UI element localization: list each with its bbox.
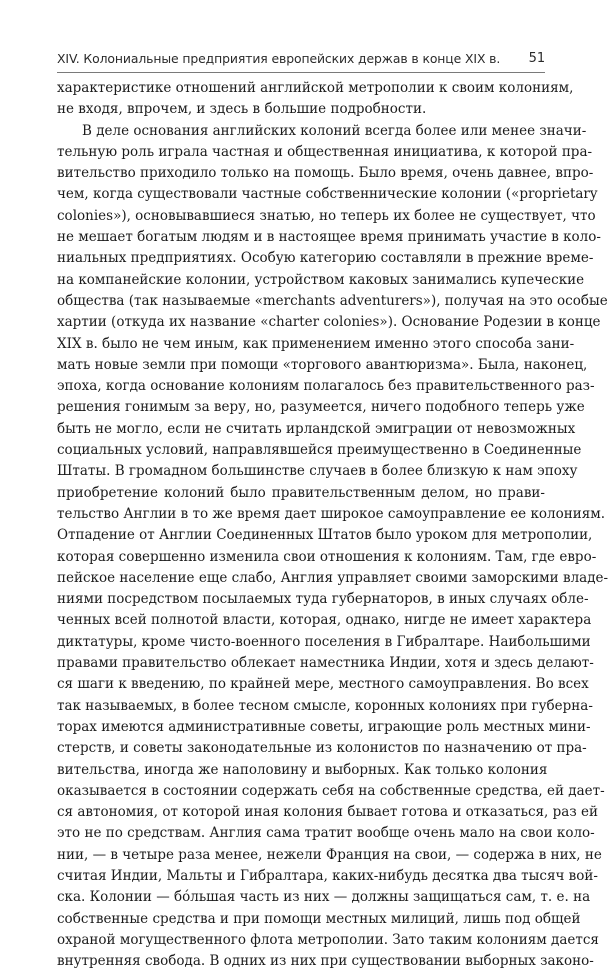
- text-line: приобретение колоний было правительственным делом, но прави-: [57, 484, 545, 501]
- text-line: ска. Колонии — бóльшая часть из них — должны защищаться сам, т. е. на: [57, 889, 591, 906]
- text-line: вительства, иногда же наполовину и выборных. Как только колония: [57, 761, 548, 778]
- text-line: ниальных предприятиях. Особую категорию составляли в прежние време-: [57, 250, 594, 267]
- text-line: colonies»), основывавшиеся знатью, но теперь их более не существует, что: [57, 207, 596, 224]
- text-line: диктатуры, кроме чисто-военного поселения в Гибралтаре. Наибольшими: [57, 633, 591, 650]
- page-number: 51: [528, 51, 545, 66]
- text-line: нии, — в четыре раза менее, нежели Франция на свои, — содержа в них, не: [57, 846, 602, 863]
- text-line: тельную роль играла частная и общественная инициатива, к которой пра-: [57, 143, 593, 160]
- text-line: быть не могло, если не считать ирландской эмиграции от невозможных: [57, 420, 576, 437]
- text-line: тельство Англии в то же время дает широкое самоуправление ее колониям.: [57, 505, 606, 522]
- body-text: [57, 78, 608, 972]
- text-line: так называемых, в более тесном смысле, коронных колониях при губерна-: [57, 697, 593, 714]
- text-line: торах имеются административные советы, играющие роль местных мини-: [57, 718, 591, 735]
- text-line: вительство приходило только на помощь. Было время, очень давнее, впро-: [57, 165, 594, 182]
- text-line: социальных условий, направлявшейся преимущественно в Соединенные: [57, 442, 582, 459]
- text-line: стерств, и советы законодательные из колонистов по назначению от пра-: [57, 740, 587, 757]
- text-line: на компанейские колонии, устройством каковых занимались купеческие: [57, 271, 585, 288]
- text-line: пейское население еще слабо, Англия управляет своими заморскими владе-: [57, 569, 608, 586]
- text-line: собственные средства и при помощи местных милиций, лишь под общей: [57, 910, 581, 927]
- text-line: чем, когда существовали частные собственнические колонии («proprietary: [57, 186, 598, 203]
- text-line: В деле основания английских колоний всегда более или менее значи-: [82, 122, 587, 139]
- text-line: правами правительство облекает наместника Индии, хотя и здесь делают-: [57, 655, 594, 672]
- text-line: не мешает богатым людям и в настоящее время принимать участие в коло-: [57, 229, 601, 246]
- text-line: ся шаги к введению, по крайней мере, местного самоуправления. Во всех: [57, 676, 589, 693]
- text-line: Отпадение от Англии Соединенных Штатов было уроком для метрополии,: [57, 527, 593, 544]
- text-line: XIX в. было не чем иным, как применением именно этого способа зани-: [57, 335, 575, 352]
- text-line: общества (так называемые «merchants adventurers»), получая на это особые: [57, 292, 608, 309]
- running-head: [57, 51, 545, 71]
- text-line: мать новые земли при помощи «торгового авантюризма». Была, наконец,: [57, 356, 588, 373]
- text-line: которая совершенно изменила свои отношения к колониям. Там, где евро-: [57, 548, 597, 565]
- text-line: не входя, впрочем, и здесь в большие подробности.: [57, 101, 427, 118]
- chapter-title: XIV. Колониальные предприятия европейских держав в конце XIX в.: [57, 51, 501, 66]
- text-line: оказывается в состоянии содержать себя на собственные средства, ей дает-: [57, 782, 605, 799]
- text-line: характеристике отношений английской метрополии к своим колониям,: [57, 80, 574, 96]
- header-rule: [57, 72, 545, 73]
- text-line: охраной могущественного флота метрополии. Зато таким колониям дается: [57, 931, 599, 948]
- text-line: эпоха, когда основание колониям полагалось без правительственного раз-: [57, 378, 595, 395]
- text-line: Штаты. В громадном большинстве случаев в более близкую к нам эпоху: [57, 463, 578, 480]
- text-line: внутренняя свобода. В одних из них при существовании выборных законо-: [57, 953, 594, 970]
- text-line: ся автономия, от которой иная колония бывает готова и отказаться, раз ей: [57, 804, 598, 821]
- text-line: ченных всей полнотой власти, которая, однако, нигде не имеет характера: [57, 612, 592, 629]
- text-line: считая Индии, Мальты и Гибралтара, каких-нибудь десятка два тысяч вой-: [57, 867, 598, 884]
- text-line: это не по средствам. Англия сама тратит вообще очень мало на свои коло-: [57, 825, 595, 842]
- text-line: хартии (откуда их название «charter colonies»). Основание Родезии в конце: [57, 314, 601, 331]
- text-line: ниями посредством посылаемых туда губернаторов, в иных случаях обле-: [57, 591, 589, 608]
- text-line: решения гонимым за веру, но, разумеется, ничего подобного теперь уже: [57, 399, 585, 416]
